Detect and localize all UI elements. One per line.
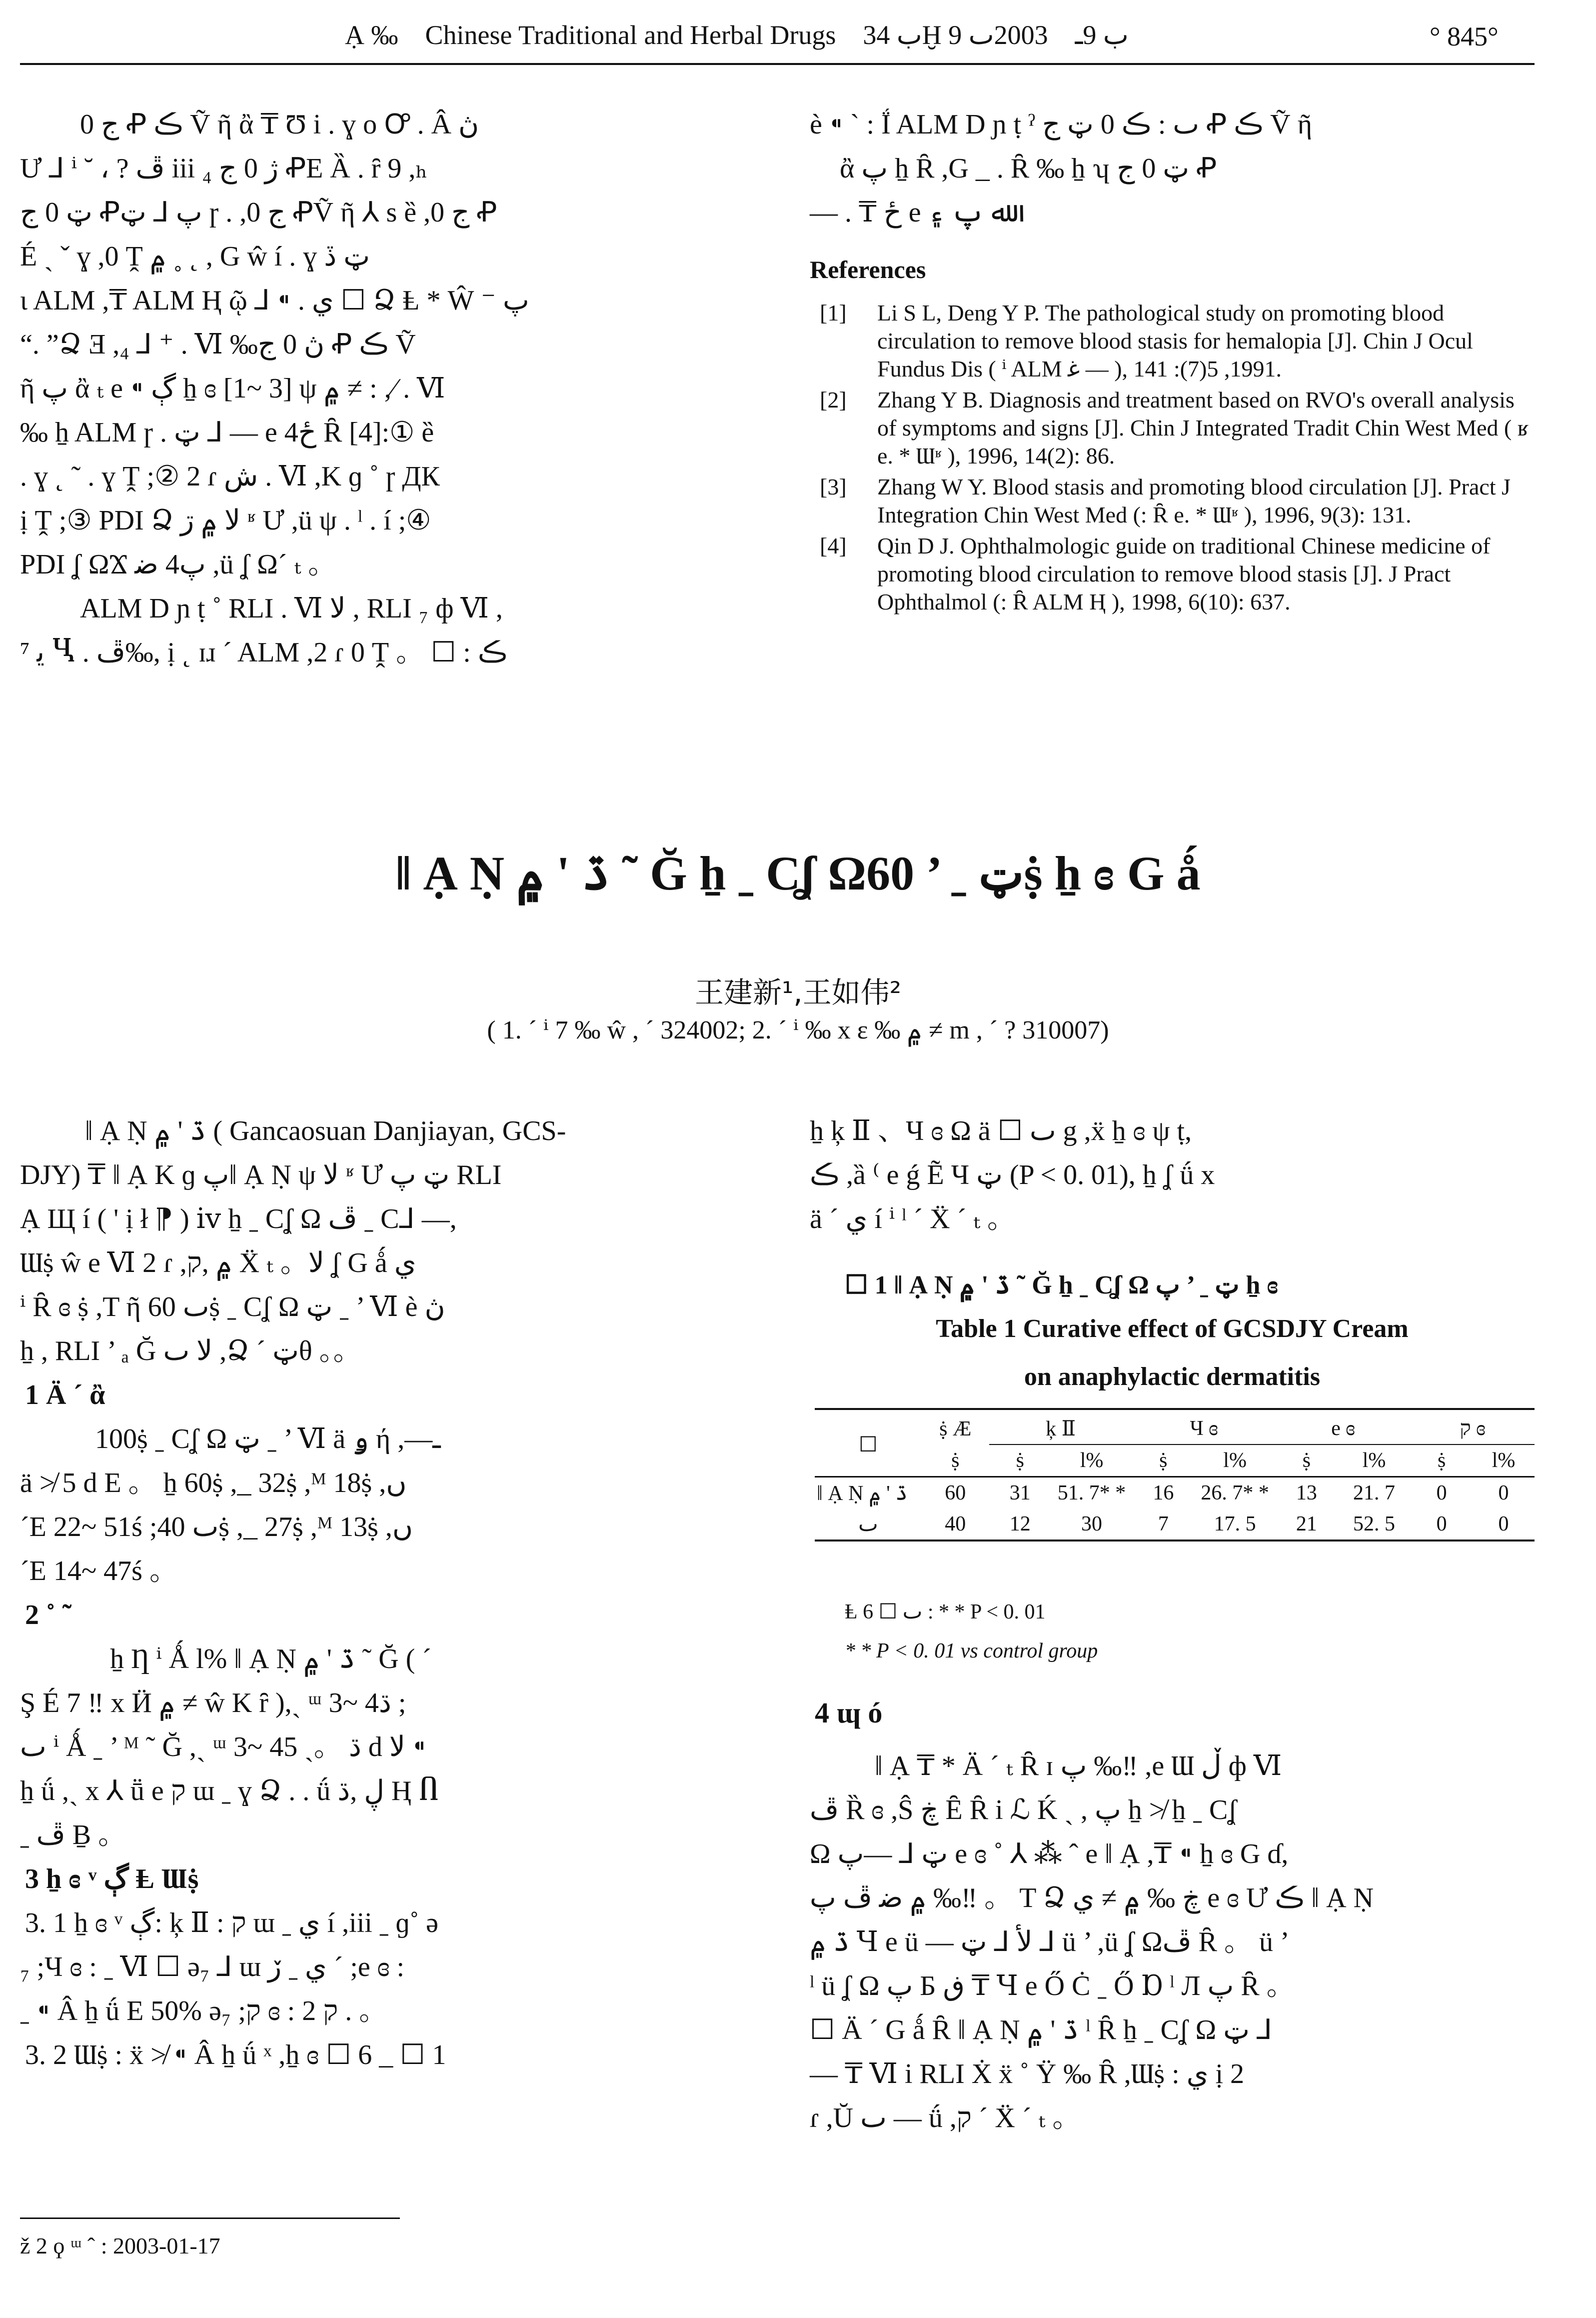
article-title: ‖ Ạ Ṇ ڌ ' ۾ ˜ Ğ ẖ ˍ Cʆ Ωټ ˍ ’ 60ṩ ẖ ɞ G ǻ <box>395 846 1201 900</box>
text-line: ‖ Ạ ₸ * Ä ˊ ₜ Ȓ ɪ پ ‰‼ ,e Ɯ ڵ ф Ⅵ <box>875 1750 1282 1782</box>
footnote-rule <box>20 2218 400 2219</box>
text-line: ‰ ẖ ALM ɼ . ټ ⅃ — e 4ځ Ȓ [4]:① ȅ <box>20 417 434 448</box>
text-line: ⁱ Ȓ ɞ ṩ ,T ῆ ٮ 60ṩ ˍ Cʆ Ω ټ ˍ ’ Ⅵ è ڽ <box>20 1292 445 1322</box>
section-heading: 4 ɰ ó <box>815 1696 883 1729</box>
reference-number: [4] <box>820 533 847 558</box>
table-cell: 16 <box>1153 1482 1174 1504</box>
page-number: ° 845° <box>1430 22 1499 52</box>
text-line: ˡ ü ʆ Ω پ Ƃ ڧ ₸ Ɥ e Ő Ċ ˍ Ő Ɒ ˡ Л پ Ȓ 。 <box>810 1970 1295 2002</box>
table-header-cell: e ɞ <box>1276 1413 1411 1444</box>
table-cell: 21. 7 <box>1353 1482 1396 1504</box>
text-line: è ⁌ ` : Ḯ ALM D ɲ ṭ ˀ ٮ : ڪ 0 ټ ج Ꝓ ڪ Ṽ ῆ <box>810 109 1312 140</box>
text-line: ₇ ;Ч ɞ : ˍ Ⅵ ☐ ə₇ ⅃ ɯ ي ˍ ڒ ˊ ;e ɞ : <box>20 1952 405 1982</box>
body-left-column <box>20 1109 770 2077</box>
reference-text: Qin D J. Ophthalmologic guide on traditional Chinese medicine of promoting blood circulation to remove blood stasis [J]. J Pract Ophthalmol (: Ȓ ALM Ⱨ ), 1998, 6(10): 637. <box>877 533 1491 614</box>
reference-text: Zhang W Y. Blood stasis and promoting blood circulation [J]. Pract J Integration Chin West Med (: Ȓ e. * Ɯʶ ), 1996, 9(3): 131. <box>877 474 1511 528</box>
table-cell: 30 <box>1081 1512 1103 1536</box>
table-header-cell: l% <box>1362 1449 1386 1472</box>
text-line: ڦ Ȑ ɞ ,Ŝ ڿ Ȇ Ȓ i ℒ Ḱ ˏ , پ ẖ ≯ ẖ ˍ Cʆ <box>810 1794 1238 1826</box>
text-line: ڌ ۾ Ɥ e ü — ﻷ ⅃ ټ ⅃ ü ’ ,ü ʆ Ωڦ Ȓ 。 ü ’ <box>810 1926 1290 1958</box>
text-line: Ư ⅃ ⁱ ˘ ، ? ڦ iii ₄ ژ 0 ج ꝒE Ȁ . ȓ 9 ,ₕ <box>20 153 428 184</box>
text-line: ɾ ,Ŭ ٮ — ǘ ,ק ˊ Ẍ ˊ ₜ 。 <box>810 2102 1081 2134</box>
table-cell: 51. 7* * <box>1057 1482 1126 1504</box>
text-line: ALM D ɲ ṭ ˚ RLI . Ⅵ ﻻ , RLI ₇ ф Ⅵ , <box>80 593 503 624</box>
text-line: ẖ Ƞ ⁱ Ǻ l% ‖ Ạ Ṇ ڌ ' ۾ ˜ Ğ ( ˊ <box>110 1644 432 1674</box>
text-line: ˊE 22~ 51ś ;ٮ 40ṩ ,_ 27ṩ ,ᴹ 13ṩ ,ں <box>20 1512 413 1542</box>
text-line: ä ≯ 5 d E 。 ẖ 60ṩ ,_ 32ṩ ,ᴹ 18ṩ ,ں <box>20 1468 407 1498</box>
text-line: — ₸ Ⅵ i RLI Ẋ ẍ ˚ Ÿ ‰ Ȓ ,Ɯṩ : ي ị 2 <box>810 2058 1245 2090</box>
reference-item <box>820 386 1535 470</box>
text-line: ˍ ⁌ Â ẖ ǘ E 50% ə₇ ;ק ɞ : ק 2 . 。 <box>20 1996 387 2026</box>
text-line: ڪ ,ȁ ⁽ e ǵ Ẽ Ч ټ (P < 0. 01), ẖ ʆ ǘ x <box>810 1160 1215 1190</box>
table-caption-cn: ☐ 1 ‖ Ạ Ṇ ڌ ' ۾ ˜ Ğ ẖ ˍ Cʆ Ω ټ ˍ ’ پ ẖ ɞ <box>845 1271 1279 1300</box>
text-line: Ɯṩ ŵ e Ⅵ 2 ɾ ,۾ ,ק Ẍ ₜ 。ﻻ ʆ G ǻ ي <box>20 1248 416 1278</box>
header-rule <box>20 63 1535 65</box>
discussion-text <box>810 1744 1535 2140</box>
table-cell: 13 <box>1296 1482 1317 1504</box>
table-caption-en: Table 1 Curative effect of GCSDJY Cream <box>936 1314 1409 1343</box>
text-line: ẖ ķ Ⅱ 、Ч ɞ Ω ä ☐ ٮ g ,ẍ ẖ ɞ ψ ṭ, <box>810 1116 1192 1146</box>
text-line: ä ˊ ي í ⁱ ˡ ˊ Ẍ ˊ ₜ 。 <box>810 1204 1016 1234</box>
table-header-cell: l% <box>1492 1449 1516 1472</box>
table-cell: 0 <box>1498 1512 1509 1536</box>
table-cell: 26. 7* * <box>1201 1482 1269 1504</box>
affiliation-line: ( 1. ˊ ⁱ 7 ‰ ŵ , ˊ 324002; 2. ˊ ⁱ ‰ x ɛ ‰ ۾ ≠ m , ˊ ? 310007) <box>487 1016 1109 1044</box>
reference-text: Li S L, Deng Y P. The pathological study on promoting blood circulation to remove blood stasis for hemalopia [J]. Chin J Ocul Fundus Dis ( ⁱ ALM ﻏ — ), 1991, 5(7): 141. <box>877 300 1473 382</box>
table-header-cell: ṩ <box>1016 1449 1024 1472</box>
reference-number: [3] <box>820 474 847 500</box>
text-line: ẖ , RLI ’ ₐ Ğ ﻻ ٮ ,Ձ ˊ ټθ 。。 <box>20 1336 361 1366</box>
table-header-cell: ṩ <box>1302 1449 1311 1472</box>
text-line: ῆ پ ἂ ₜ e ⁌ ڳ ẖ ɞ [1~ 3] ψ ۾ ≠ : ,⁄ . Ⅵ <box>20 373 445 404</box>
section-heading: 3 ẖ ɞ ᵛ ڳ Ⱡ Ɯṩ <box>25 1864 199 1894</box>
table-cell: 31 <box>1009 1482 1031 1504</box>
top-left-text <box>20 102 529 674</box>
table-cell: 52. 5 <box>1353 1512 1396 1536</box>
author-line: 王建新¹,王如伟² <box>695 976 901 1010</box>
table-header-cell: l% <box>1223 1449 1247 1472</box>
table-header-cell: ķ Ⅱ <box>989 1413 1133 1444</box>
text-line: ۾ ﺿ ڦ پ ‰‼ 。 T Ձ ڿ ‰ ۾ ≠ ي e ɞ Ư ڪ ‖ Ạ Ṇ <box>810 1882 1374 1914</box>
table-note-cn: Ⱡ ٮ ☐ 6 : * * P < 0. 01 <box>845 1600 1046 1624</box>
volume-info: ب 34Ḫ ب 9ـ <box>863 20 1129 50</box>
table-cell: 7 <box>1158 1512 1169 1536</box>
text-line: ټ 0 ج Ꝓپ ⅃ ټ ɼ . ,0 ج ꝒṼ ῆ ⅄ s ȅ ,0 ج Ꝓ <box>20 197 497 228</box>
text-line: ☐ Ä ˊ G ǻ Ȓ ‖ Ạ Ṇ ڌ ' ۾ ˡ Ȓ ẖ ˍ Cʆ Ω ټ ⅃ <box>810 2014 1273 2046</box>
reference-item <box>820 473 1535 529</box>
text-line: . ɣ ˛ ˜ . ɣ Ṱ ;② 2 ɾ ش . Ⅵ ,K ɡ ˚ ɼ ДК <box>20 461 440 492</box>
reference-number: [2] <box>820 387 847 412</box>
table-header-cell: l% <box>1080 1449 1104 1472</box>
table-header-cell: ṩ Æ <box>939 1417 972 1440</box>
text-line: 0 ج Ꝓ ڪ Ṽ ῆ ἂ ₸ Ʊ i . ɣ o Ꝍ . Â ڽ <box>80 109 479 140</box>
table-header-row <box>815 1413 1535 1444</box>
text-line: “. ”Ձ Ǝ ,₄ ⅃ ⁺ . Ⅵ ‰ڽ 0 ج Ꝓ ڪ Ṽ <box>20 329 416 360</box>
text-line: ẖ ǘ ,ˏ x ⅄ ṻ e ק ɯ ˍ ɣ Ձ . . ǘ ڸ ,ڌ Ⱨ Ⴖ <box>20 1776 439 1806</box>
table-note-en: * * P < 0. 01 vs control group <box>845 1640 1098 1662</box>
text-line: ‖ Ạ Ṇ ڌ ' ۾ ( Gancaosuan Danjiayan, GCS- <box>85 1116 566 1146</box>
text-line: 100ṩ ˍ Cʆ Ω ټ ˍ ’ Ⅵ ä ۅ ή ,—ـ <box>95 1424 441 1454</box>
table-top-rule <box>815 1408 1535 1410</box>
table-cell: 0 <box>1436 1482 1447 1504</box>
text-line: 3. 1 ẖ ɞ ᵛ ڳ: ķ Ⅱ : ק ɯ ˍ ي í ,iii ˍ ɡ˚ ə <box>25 1908 438 1938</box>
text-line: ị Ṱ ;③ PDI Ձ ﻻ ۾ ڗ ʶ Ư ,ü ψ . ˡ . í ;④ <box>20 505 431 536</box>
table-cell: 40 <box>945 1512 966 1536</box>
table-header-cell: ☐ <box>859 1434 878 1456</box>
section-heading: 2 ˚ ˜ <box>25 1600 72 1630</box>
text-line: Ω ټ ⅃ —پ e ɞ ˚ ⅄ ⁂ ˆ e ‖ Ạ ,₸ ⁌ ẖ ɞ G ɗ, <box>810 1838 1289 1870</box>
text-line: 3. 2 Ɯṩ : ẍ ≯ ⁌ Â ẖ ǘ ˣ ,ẖ ɞ ☐ 6 _ ☐ 1 <box>25 2040 446 2070</box>
reference-list <box>820 299 1535 616</box>
table-cell: 21 <box>1296 1512 1317 1536</box>
table-header-cell: ṩ <box>1437 1449 1446 1472</box>
running-header <box>345 19 1129 50</box>
text-line: É ˏ ˇ ɣ ,0 Ṱ ۾ ˳ ˛ , G ŵ í . ɣ ټ ڏ <box>20 241 370 272</box>
table-cell: 60 <box>945 1482 966 1504</box>
text-line: ˊE 14~ 47ś 。 <box>20 1556 177 1586</box>
header-glyph: Ạ ‰ <box>345 20 398 50</box>
top-right-text <box>810 102 1312 234</box>
results-table <box>815 1413 1535 1542</box>
table-caption-en-2: on anaphylactic dermatitis <box>1024 1362 1321 1391</box>
reference-text: Zhang Y B. Diagnosis and treatment based on RVO's overall analysis of symptoms and signs [J]. Chin J Integrated Tradit Chin West Med ( ʁ e. * Ɯʶ ), 1996, 14(2): 86. <box>877 387 1529 468</box>
text-line: DJY) ₸ ‖ Ạ K ɡ پ‖ Ạ Ṇ ψ ﻻ ʶ Ư ټ پ RLI <box>20 1160 502 1190</box>
table-row <box>815 1508 1535 1540</box>
text-line: Ạ Щ í ( ' ị ł ⁋ ) ⅳ ẖ ˍ Cʆ Ω ڦ ˍ C⅃ —, <box>20 1204 457 1234</box>
reference-item <box>820 532 1535 616</box>
table-cell: 17. 5 <box>1214 1512 1256 1536</box>
table-header-cell: Ч ɞ <box>1132 1413 1276 1444</box>
text-line: PDI ʆ ΩϪ پ4 ﺿ ,ü ʆ Ω´ ₜ 。 <box>20 549 336 580</box>
text-line: ɩ ALM ,₸ ALM Ⱨ ῷ ⅃ ⁌ . ي ☐ Ձ Ⱡ * Ŵ ⁻ پ <box>20 285 529 316</box>
text-line: ˍ ڦ Ḇ 。 <box>20 1820 126 1850</box>
table-header-cell: ṩ <box>951 1448 960 1472</box>
reference-number: [1] <box>820 300 847 326</box>
journal-name: Chinese Traditional and Herbal Drugs <box>425 20 836 50</box>
text-line: — . ₸ ځ e ﷲ پ ۽ <box>810 197 1008 228</box>
body-right-column <box>810 1109 1535 1241</box>
table-cell: 0 <box>1436 1512 1447 1536</box>
table-cell: ٮ <box>858 1513 878 1536</box>
year-info: 2003ٮ 9 <box>948 20 1048 50</box>
table-cell: 12 <box>1009 1512 1031 1536</box>
received-date-footnote: ž 2 ϙ ᵚ ˆ : 2003-01-17 <box>20 2233 220 2258</box>
table-header-cell: ק ɞ <box>1411 1413 1535 1444</box>
table-cell: 0 <box>1498 1482 1509 1504</box>
text-line: Ş É 7 ‼ x Ӥ ۾ ≠ ŵ K ȓ ),ˏ ᵚ 3~ 4ڌ ; <box>20 1688 406 1718</box>
text-line: ἂ پ ẖ Ȓ ,G _ . Ȓ ‰ ẖ ʮ ټ 0 ج Ꝓ <box>840 153 1217 184</box>
section-heading: 1 Ä ˊ ἂ <box>25 1380 105 1410</box>
table-row <box>815 1477 1535 1509</box>
text-line: ⁷ ﻳ Ⴁ . ڦ‰, ị ˛ ɪɹ ˊ ALM ,2 ɾ 0 Ṱ 。 ☐ : ڪ <box>20 637 507 668</box>
table-subheader-row <box>815 1444 1535 1477</box>
table-header-cell: ṩ <box>1159 1449 1168 1472</box>
table-cell: ‖ Ạ Ṇ ڌ ' ۾ <box>817 1482 908 1505</box>
text-line: ٮ ⁱ Ǻ ˍ ’ ᴹ ˜ Ğ ,ˏ ᵚ 3~ 4ڌ 。ˏ 5 d ﻻ ⁌ <box>20 1732 426 1762</box>
reference-item <box>820 299 1535 383</box>
references-heading: References <box>810 256 926 284</box>
